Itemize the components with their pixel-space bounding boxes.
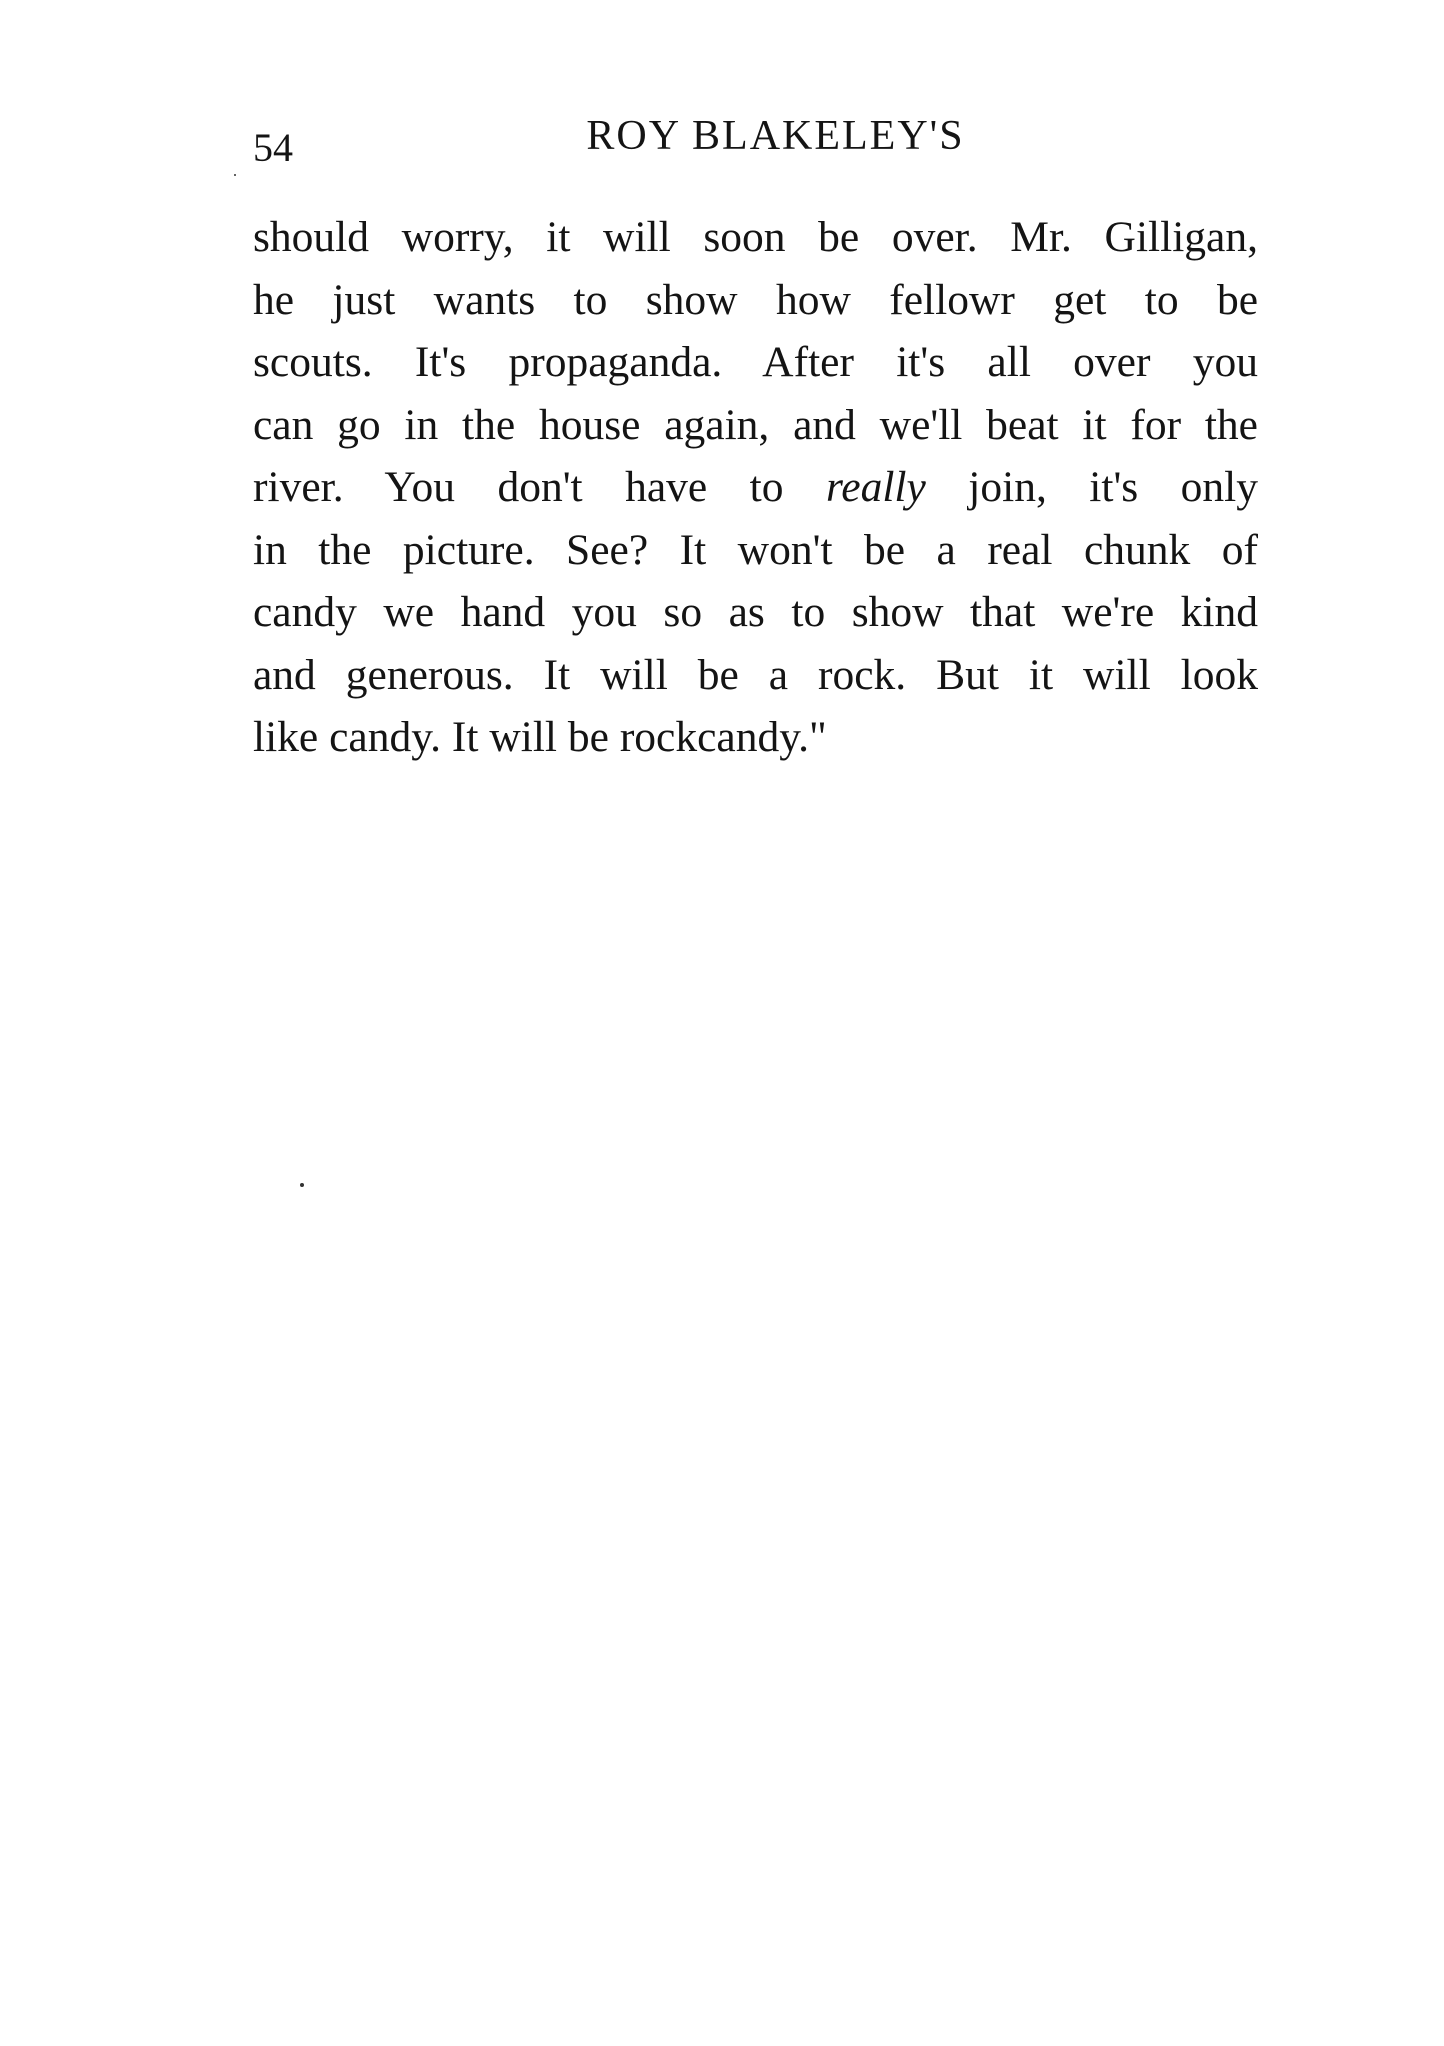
text-line-end: join, it's only — [968, 463, 1259, 511]
text-line: like candy. It will be rockcandy." — [253, 713, 827, 761]
page-number: 54 — [253, 125, 293, 170]
text-line: candy we hand you so as to show that we're kind — [253, 588, 1258, 636]
print-speck — [234, 174, 236, 176]
body-paragraph — [253, 206, 1258, 769]
emphasized-word: really — [825, 463, 926, 511]
text-line: in the picture. See? It won't be a real chunk of — [253, 525, 1258, 574]
print-speck — [300, 1183, 304, 1187]
text-line-start: river. You don't have to — [253, 463, 784, 511]
text-line: he just wants to show how fellowr get to be — [253, 275, 1258, 324]
text-line — [253, 456, 1258, 519]
text-line: and generous. It will be a rock. But it will look — [253, 650, 1258, 699]
running-title: ROY BLAKELEY'S — [586, 113, 965, 159]
text-line: can go in the house again, and we'll beat it for the — [253, 400, 1258, 449]
text-line: should worry, it will soon be over. Mr. Gilligan, — [253, 213, 1258, 261]
text-line: scouts. It's propaganda. After it's all over you — [253, 338, 1258, 386]
running-head — [253, 112, 1258, 172]
